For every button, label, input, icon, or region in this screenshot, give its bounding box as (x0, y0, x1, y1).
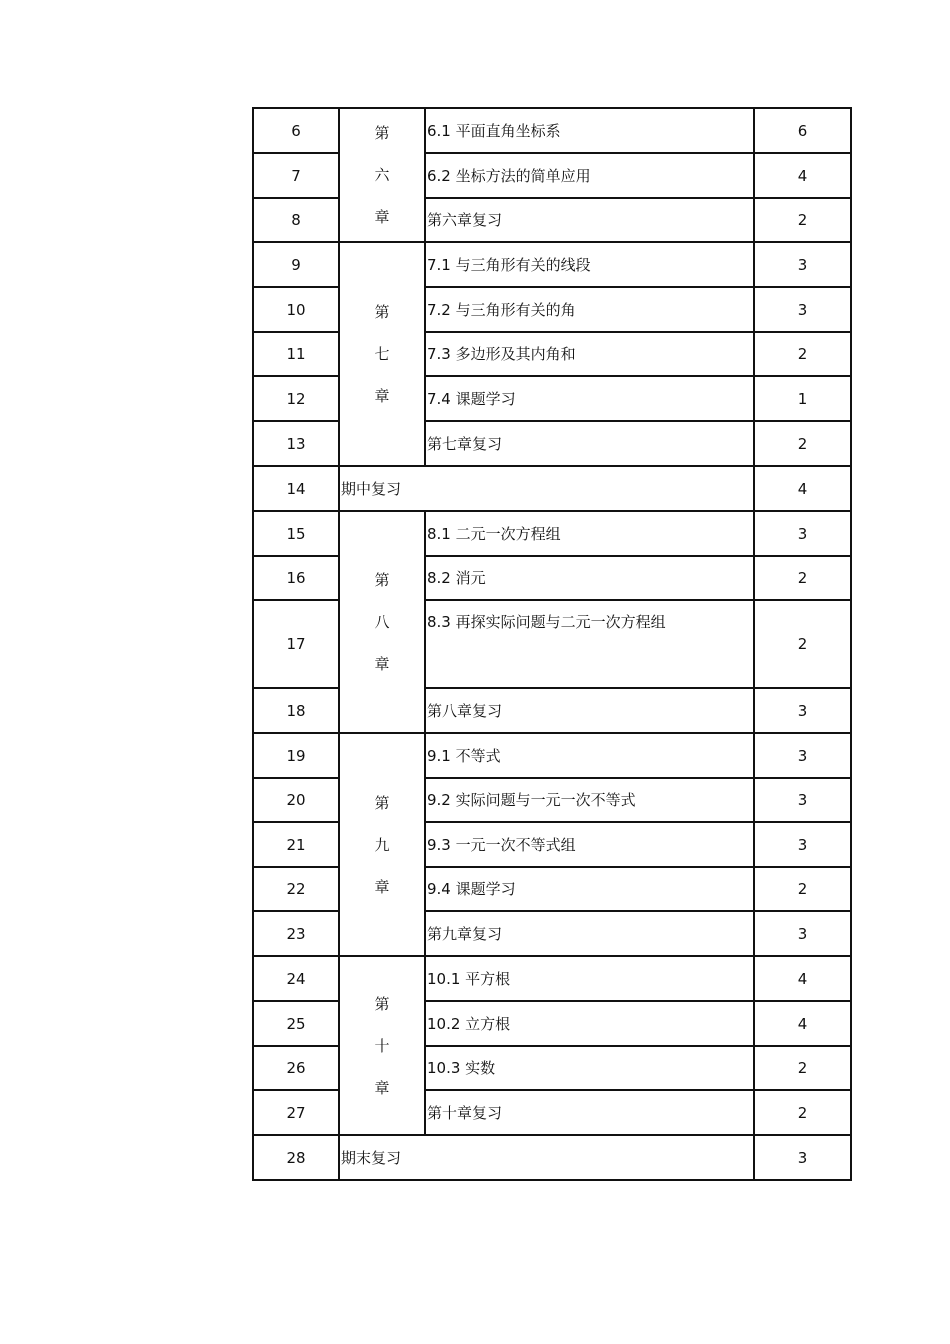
hours-cell: 4 (754, 1001, 851, 1046)
week-cell: 10 (253, 287, 339, 332)
topic-cell: 9.1 不等式 (425, 733, 754, 778)
chapter-cell-6 (339, 108, 425, 242)
hours-cell: 2 (754, 1046, 851, 1090)
topic-cell: 第六章复习 (425, 198, 754, 242)
week-cell: 6 (253, 108, 339, 153)
hours-cell: 4 (754, 956, 851, 1001)
hours-cell: 4 (754, 153, 851, 198)
chapter-char: 章 (374, 208, 390, 226)
week-cell: 25 (253, 1001, 339, 1046)
chapter-char: 章 (374, 387, 390, 405)
chapter-char: 九 (374, 835, 390, 854)
hours-cell: 2 (754, 1090, 851, 1135)
topic-cell: 7.1 与三角形有关的线段 (425, 242, 754, 287)
table-row (253, 242, 851, 287)
chapter-char: 第 (374, 124, 390, 142)
hours-cell: 2 (754, 421, 851, 466)
hours-cell: 2 (754, 332, 851, 376)
chapter-char: 八 (374, 613, 390, 631)
week-cell: 22 (253, 867, 339, 911)
topic-cell: 7.3 多边形及其内角和 (425, 332, 754, 376)
week-cell: 13 (253, 421, 339, 466)
topic-cell: 8.2 消元 (425, 556, 754, 600)
chapter-char: 六 (374, 166, 390, 184)
chapter-char: 章 (374, 877, 390, 896)
topic-cell: 第十章复习 (425, 1090, 754, 1135)
chapter-char: 十 (374, 1036, 390, 1055)
hours-cell: 3 (754, 688, 851, 733)
week-cell: 19 (253, 733, 339, 778)
hours-cell: 3 (754, 242, 851, 287)
table-row (253, 511, 851, 556)
week-cell: 8 (253, 198, 339, 242)
hours-cell: 2 (754, 600, 851, 688)
topic-cell: 8.3 再探实际问题与二元一次方程组 (425, 600, 754, 688)
hours-cell: 2 (754, 198, 851, 242)
hours-cell: 3 (754, 911, 851, 956)
table-row (253, 108, 851, 153)
chapter-cell-7 (339, 242, 425, 466)
topic-cell: 7.4 课题学习 (425, 376, 754, 421)
chapter-char: 章 (374, 1078, 390, 1097)
week-cell: 17 (253, 600, 339, 688)
week-cell: 26 (253, 1046, 339, 1090)
topic-cell: 第八章复习 (425, 688, 754, 733)
topic-cell: 9.4 课题学习 (425, 867, 754, 911)
topic-cell: 6.2 坐标方法的简单应用 (425, 153, 754, 198)
week-cell: 15 (253, 511, 339, 556)
schedule-table (252, 107, 852, 1181)
table-row (253, 733, 851, 778)
chapter-char: 章 (374, 655, 390, 673)
topic-cell: 9.3 一元一次不等式组 (425, 822, 754, 867)
topic-cell: 第九章复习 (425, 911, 754, 956)
hours-cell: 2 (754, 556, 851, 600)
hours-cell: 3 (754, 778, 851, 822)
topic-cell: 10.1 平方根 (425, 956, 754, 1001)
midterm-review-cell: 期中复习 (339, 466, 754, 511)
topic-cell: 7.2 与三角形有关的角 (425, 287, 754, 332)
week-cell: 16 (253, 556, 339, 600)
final-review-cell: 期末复习 (339, 1135, 754, 1180)
week-cell: 14 (253, 466, 339, 511)
hours-cell: 3 (754, 733, 851, 778)
chapter-char: 第 (374, 571, 390, 589)
hours-cell: 3 (754, 287, 851, 332)
week-cell: 23 (253, 911, 339, 956)
table-row (253, 1135, 851, 1180)
hours-cell: 6 (754, 108, 851, 153)
week-cell: 7 (253, 153, 339, 198)
chapter-char: 第 (374, 994, 390, 1013)
week-cell: 9 (253, 242, 339, 287)
week-cell: 21 (253, 822, 339, 867)
week-cell: 27 (253, 1090, 339, 1135)
hours-cell: 1 (754, 376, 851, 421)
hours-cell: 2 (754, 867, 851, 911)
topic-cell: 10.2 立方根 (425, 1001, 754, 1046)
chapter-cell-10 (339, 956, 425, 1135)
chapter-char: 第 (374, 303, 390, 321)
chapter-char: 七 (374, 345, 390, 363)
chapter-cell-9 (339, 733, 425, 956)
week-cell: 28 (253, 1135, 339, 1180)
topic-cell: 8.1 二元一次方程组 (425, 511, 754, 556)
topic-cell: 6.1 平面直角坐标系 (425, 108, 754, 153)
table-row (253, 956, 851, 1001)
table-row (253, 466, 851, 511)
hours-cell: 3 (754, 511, 851, 556)
topic-cell: 10.3 实数 (425, 1046, 754, 1090)
chapter-cell-8 (339, 511, 425, 733)
week-cell: 24 (253, 956, 339, 1001)
chapter-char: 第 (374, 793, 390, 812)
hours-cell: 4 (754, 466, 851, 511)
topic-cell: 9.2 实际问题与一元一次不等式 (425, 778, 754, 822)
week-cell: 11 (253, 332, 339, 376)
week-cell: 18 (253, 688, 339, 733)
week-cell: 12 (253, 376, 339, 421)
week-cell: 20 (253, 778, 339, 822)
topic-cell: 第七章复习 (425, 421, 754, 466)
hours-cell: 3 (754, 1135, 851, 1180)
hours-cell: 3 (754, 822, 851, 867)
